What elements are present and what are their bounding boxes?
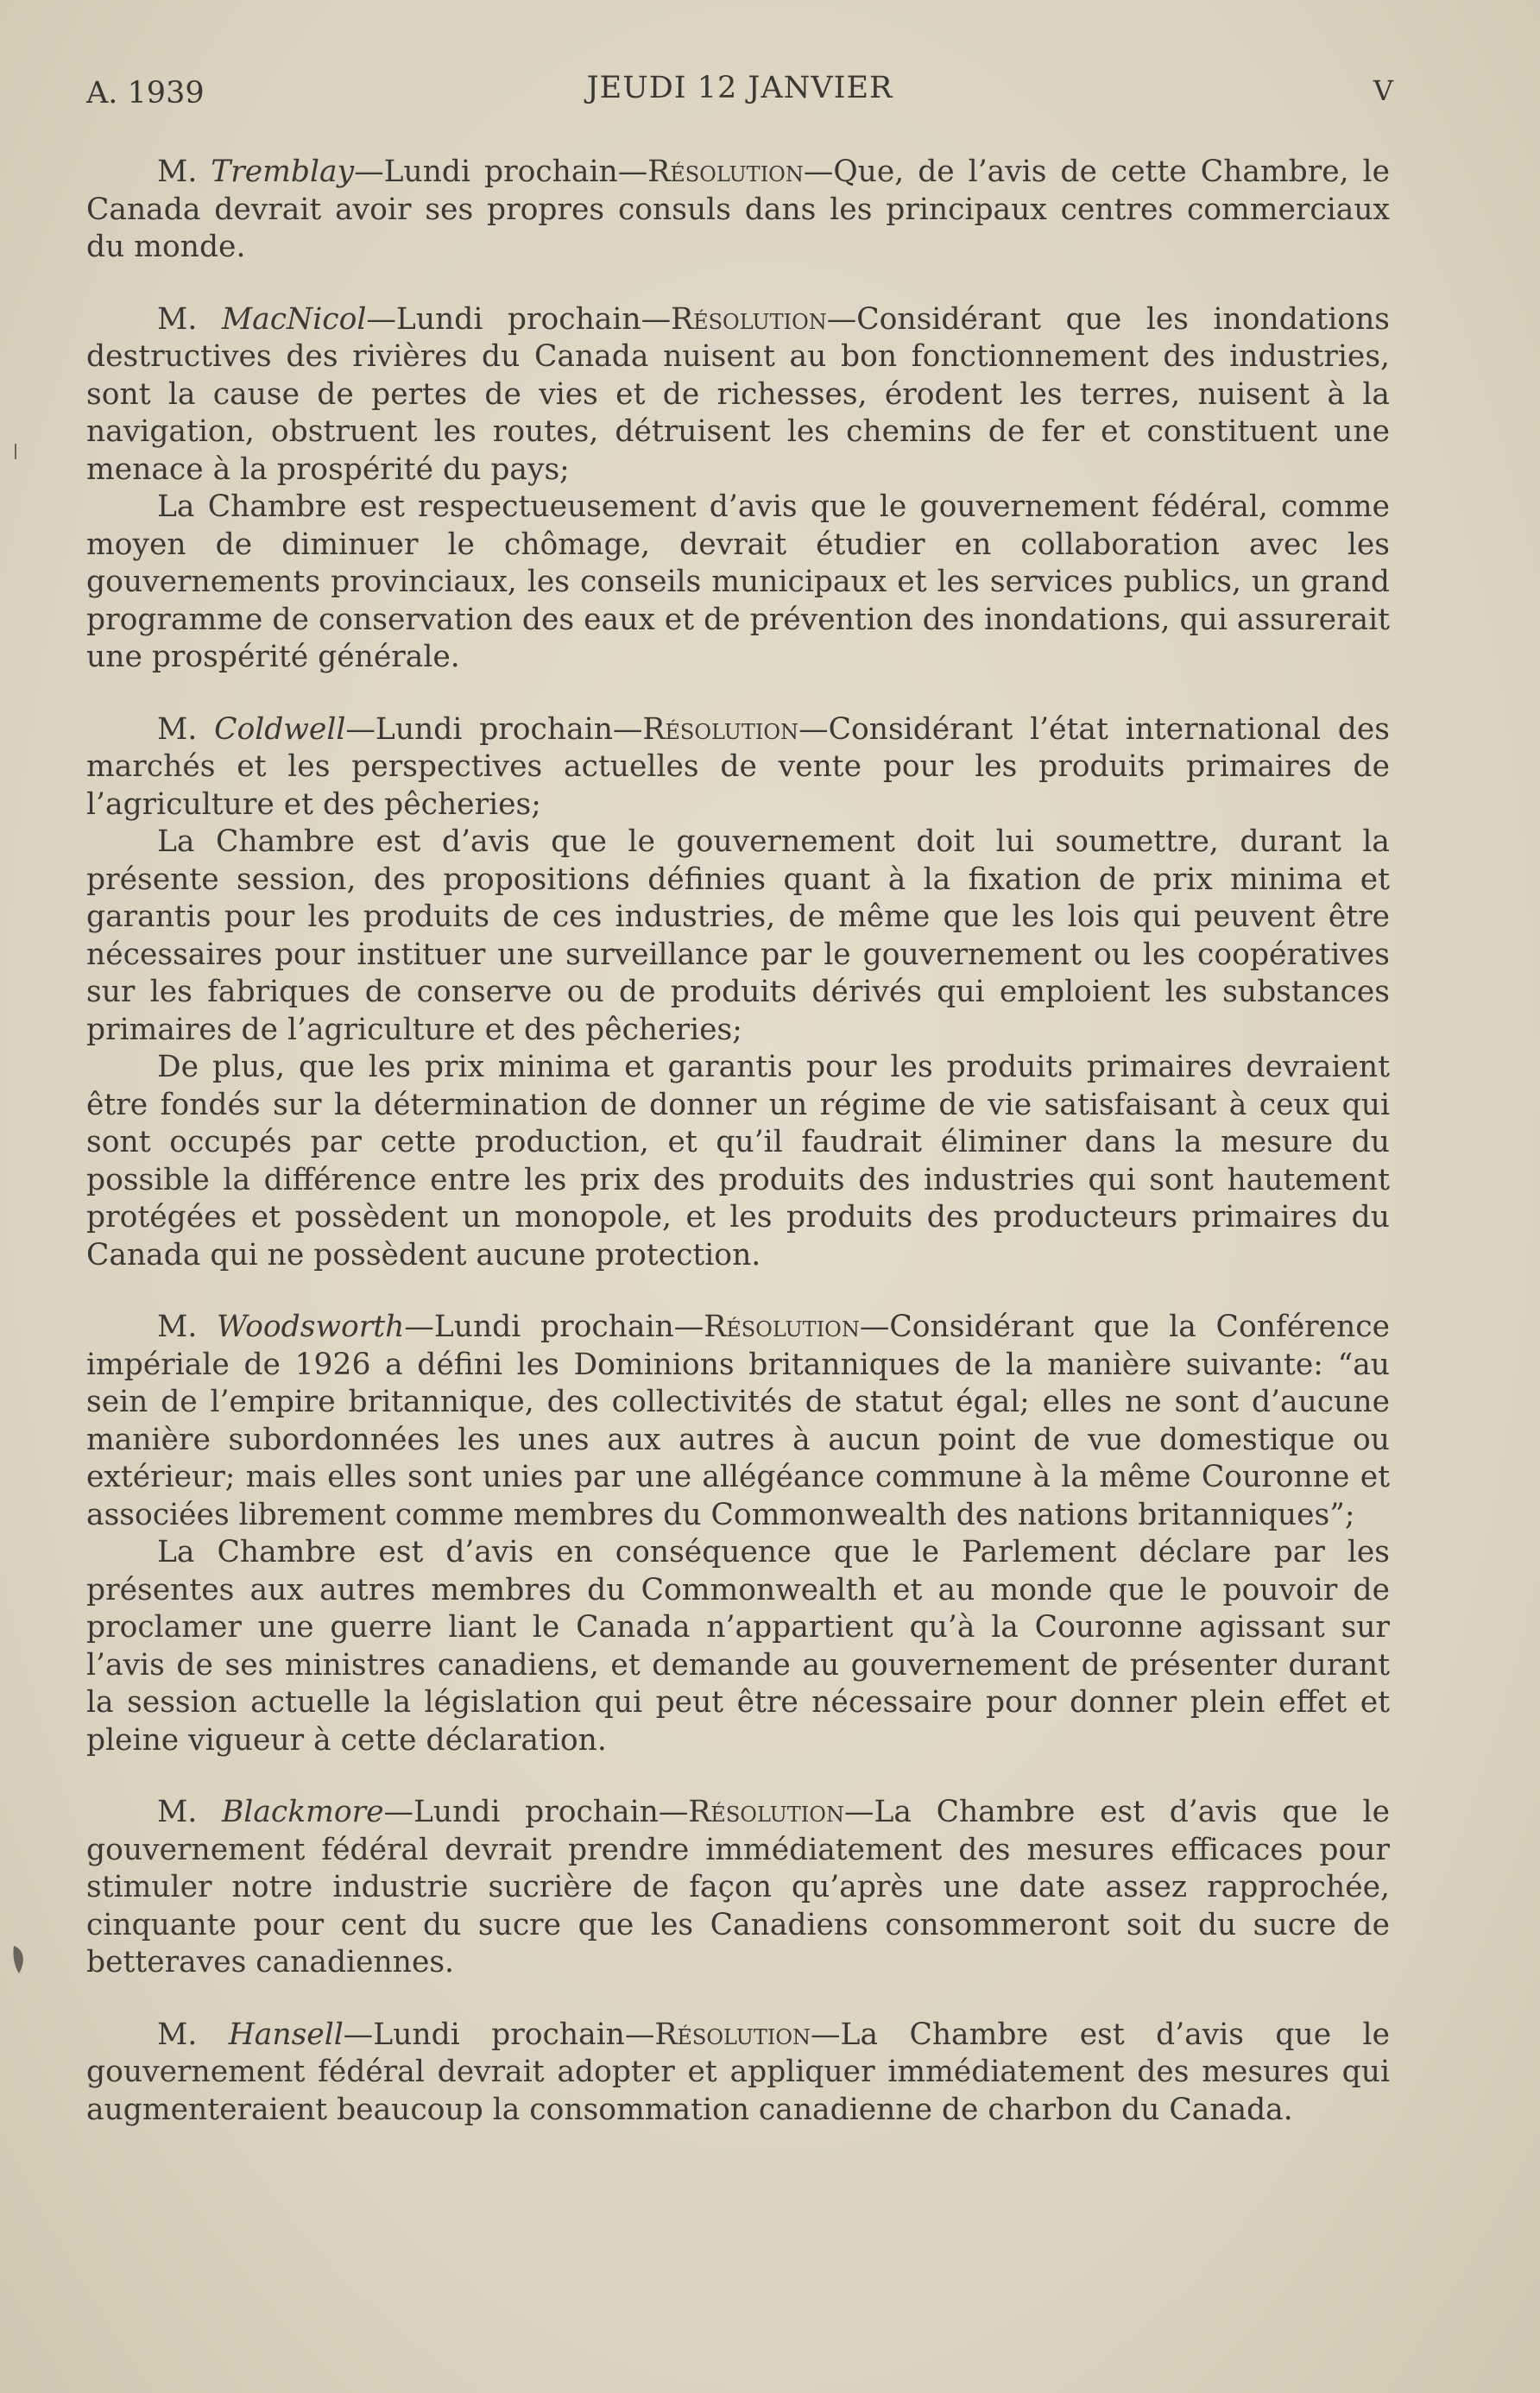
member-prefix: M. — [157, 711, 198, 747]
member-prefix: M. — [157, 1310, 198, 1344]
document-body — [86, 154, 1390, 2163]
resolution-tag: Résolution — [647, 155, 804, 189]
motion-first-paragraph — [86, 711, 1390, 824]
motion-entry — [86, 1309, 1390, 1759]
resolution-tag: Résolution — [688, 1795, 844, 1829]
paragraph-text: —Considérant que les inondations destructives des rivières du Canada nuisent au bon fonctionnement des industries, sont la cause de pertes de vies et de richesses, érodent les terres, nuisent à la navigation, obstruent les routes, détruisent les chemins de fer et constituent une menace à la prospérité du pays; — [86, 301, 1390, 487]
member-prefix: M. — [157, 2017, 198, 2052]
motion-paragraph — [86, 824, 1390, 1049]
paragraph-text: —Considérant l’état international des marchés et les perspectives actuelles de vente pour les produits primaires de l’agriculture et des pêcheries; — [86, 711, 1390, 822]
motion-paragraph — [86, 1534, 1390, 1759]
paragraph-text: La Chambre est d’avis que le gouvernement doit lui soumettre, durant la présente session, des propositions définies quant à la fixation de prix minima et garantis pour les produits de ces industries, de même que les lois qui peuvent être nécessaires pour instituer une surveillance par le gouvernement ou les coopératives sur les fabriques de conserve ou de produits dérivés qui emploient les substances primaires de l’agriculture et des pêcheries; — [86, 824, 1390, 1047]
margin-mark-icon — [9, 442, 24, 461]
member-name: Tremblay — [211, 155, 355, 189]
motion-entry — [86, 2017, 1390, 2130]
motion-first-paragraph — [86, 1309, 1390, 1534]
paragraph-text: —Considérant que la Conférence impériale de 1926 a défini les Dominions britanniques de la manière suivante: “au sein de l’empire britannique, des collectivités de statut égal; elles ne sont d’aucune manière subordonnées les unes aux autres à aucun point de vue domestique ou extérieur; mais elles sont unies par une allégéance commune à la même Couronne et associées librement comme membres du Commonwealth des nations britanniques”; — [86, 1310, 1390, 1532]
motion-first-paragraph — [86, 1794, 1390, 1982]
paragraph-text: De plus, que les prix minima et garantis pour les produits primaires devraient être fondés sur la détermination de donner un régime de vie satisfaisant à ceux qui sont occupés par cette production, et qu’il faudrait éliminer dans la mesure du possible la différence entre les prix des produits des industries qui sont hautement protégées et possèdent un monopole, et les produits des producteurs primaires du Canada qui ne possèdent aucune protection. — [86, 1050, 1390, 1272]
motion-paragraph — [86, 489, 1390, 677]
member-name: Woodsworth — [217, 1310, 405, 1344]
motion-first-paragraph — [86, 301, 1390, 489]
motion-first-paragraph — [86, 154, 1390, 267]
motion-lead: —Lundi prochain— — [366, 301, 672, 337]
motion-paragraph — [86, 1049, 1390, 1274]
motion-entry — [86, 301, 1390, 677]
header-session-year: A. 1939 — [86, 76, 205, 110]
member-name: Hansell — [228, 2017, 344, 2052]
binding-hole-icon — [9, 1942, 29, 1977]
resolution-tag: Résolution — [704, 1310, 860, 1344]
motion-first-paragraph — [86, 2017, 1390, 2130]
header-page-number: V — [1373, 74, 1393, 107]
member-name: Blackmore — [221, 1795, 384, 1829]
motion-entry — [86, 154, 1390, 267]
motion-lead: —Lundi prochain— — [383, 1795, 689, 1829]
paragraph-text: —La Chambre est d’avis que le gouvernement fédéral devrait prendre immédiatement des mesures efficaces pour stimuler notre industrie sucrière de façon qu’après une date assez rapprochée, cinquante pour cent du sucre que les Canadiens consommeront soit du sucre de betteraves canadiennes. — [86, 1795, 1390, 1979]
member-name: Coldwell — [214, 711, 346, 747]
header-date: JEUDI 12 JANVIER — [586, 71, 893, 105]
motion-lead: —Lundi prochain— — [343, 2017, 655, 2052]
resolution-tag: Résolution — [642, 711, 799, 747]
resolution-tag: Résolution — [654, 2017, 811, 2052]
motion-entry — [86, 1794, 1390, 1982]
motion-entry — [86, 711, 1390, 1275]
paragraph-text: La Chambre est d’avis en conséquence que le Parlement déclare par les présentes aux autres membres du Commonwealth et au monde que le pouvoir de proclamer une guerre liant le Canada n’appartient qu’à la Couronne agissant sur l’avis de ses ministres canadiens, et demande au gouvernement de présenter durant la session actuelle la législation qui peut être nécessaire pour donner plein effet et pleine vigueur à cette déclaration. — [86, 1535, 1390, 1758]
resolution-tag: Résolution — [671, 301, 827, 337]
paragraph-text: —Que, de l’avis de cette Chambre, le Canada devrait avoir ses propres consuls dans les principaux centres commerciaux du monde. — [86, 155, 1390, 264]
member-prefix: M. — [157, 1795, 198, 1829]
running-header — [86, 60, 1393, 112]
motion-lead: —Lundi prochain— — [345, 711, 643, 747]
member-prefix: M. — [157, 301, 198, 337]
motion-lead: —Lundi prochain— — [404, 1310, 704, 1344]
member-prefix: M. — [157, 155, 198, 189]
motion-lead: —Lundi prochain— — [354, 155, 648, 189]
paragraph-text: —La Chambre est d’avis que le gouvernement fédéral devrait adopter et appliquer immédiatement des mesures qui augmenteraient beaucoup la consommation canadienne de charbon du Canada. — [86, 2017, 1391, 2127]
paragraph-text: La Chambre est respectueusement d’avis que le gouvernement fédéral, comme moyen de diminuer le chômage, devrait étudier en collaboration avec les gouvernements provinciaux, les conseils municipaux et les services publics, un grand programme de conservation des eaux et de prévention des inondations, qui assurerait une prospérité générale. — [86, 489, 1390, 674]
member-name: MacNicol — [221, 301, 367, 337]
